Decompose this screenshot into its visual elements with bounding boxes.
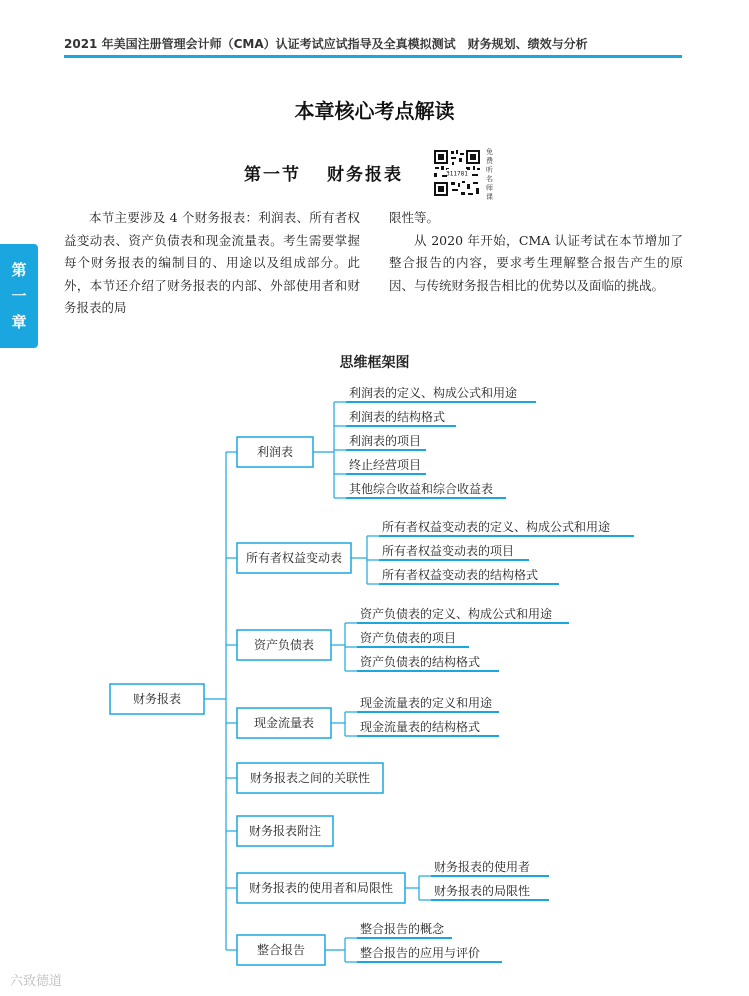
mindmap-leaf-label: 所有者权益变动表的结构格式 xyxy=(382,568,539,582)
mindmap-branch-label: 现金流量表 xyxy=(253,716,315,730)
mindmap-leaf-label: 财务报表的局限性 xyxy=(434,884,531,898)
intro-left-column: 本节主要涉及 4 个财务报表：利润表、所有者权益变动表、资产负债表和现金流量表。考生需要掌握每个财务报表的编制目的、用途以及组成部分。此外，本节还介绍了财务报表的内部、外部使用者和财务报表的局 xyxy=(64,210,360,315)
watermark: 六致德道 xyxy=(10,974,63,989)
mindmap-branch-label: 所有者权益变动表 xyxy=(245,551,343,565)
side-tab-char: 第 xyxy=(11,261,27,279)
mindmap-branch-label: 利润表 xyxy=(256,445,294,459)
mindmap-leaf-label: 利润表的定义、构成公式和用途 xyxy=(349,386,518,400)
intro-right-paragraph: 从 2020 年开始，CMA 认证考试在本节增加了整合报告的内容，要求考生理解整合报告产生的原因、与传统财务报告相比的优势以及面临的挑战。 xyxy=(389,232,683,293)
mindmap-leaf-label: 终止经营项目 xyxy=(349,458,422,472)
mindmap-root-label: 财务报表 xyxy=(132,692,182,706)
qr-caption: 免费听名师课 xyxy=(486,148,493,201)
chapter-title: 本章核心考点解读 xyxy=(294,99,455,123)
mindmap-leaf-label: 现金流量表的定义和用途 xyxy=(360,696,493,710)
mindmap-leaf-label: 其他综合收益和综合收益表 xyxy=(349,482,494,496)
mindmap-leaf-label: 资产负债表的项目 xyxy=(360,631,457,645)
mindmap-leaf-label: 资产负债表的定义、构成公式和用途 xyxy=(360,607,553,621)
mindmap-leaf-label: 整合报告的应用与评价 xyxy=(360,946,481,960)
mindmap-leaf-label: 利润表的结构格式 xyxy=(349,410,446,424)
mindmap-leaf-label: 利润表的项目 xyxy=(349,434,422,448)
mindmap-leaf-label: 财务报表的使用者 xyxy=(434,860,531,874)
mindmap-branch-label: 整合报告 xyxy=(256,943,306,957)
intro-right-continuation: 限性等。 xyxy=(389,210,440,225)
mindmap-leaf-label: 资产负债表的结构格式 xyxy=(360,655,481,669)
qr-code-label: 311781 xyxy=(446,170,468,178)
mindmap-branch-label: 财务报表的使用者和局限性 xyxy=(248,881,394,895)
side-tab-char: 章 xyxy=(11,313,27,331)
mindmap-leaf-label: 整合报告的概念 xyxy=(360,922,445,936)
section-number: 第一节 xyxy=(244,165,301,185)
mindmap-branch-label: 财务报表附注 xyxy=(248,824,322,838)
side-tab-char: 一 xyxy=(11,287,27,305)
mindmap-leaf-label: 所有者权益变动表的项目 xyxy=(382,544,515,558)
mindmap-title: 思维框架图 xyxy=(339,355,410,371)
running-header: 2021 年美国注册管理会计师（CMA）认证考试应试指导及全真模拟测试 财务规划、绩效与分析 xyxy=(64,37,588,51)
mindmap-leaf-label: 现金流量表的结构格式 xyxy=(360,720,481,734)
section-name: 财务报表 xyxy=(327,165,403,185)
mindmap-branch-label: 财务报表之间的关联性 xyxy=(249,771,371,785)
mindmap-branch-label: 资产负债表 xyxy=(253,638,315,652)
mindmap-leaf-label: 所有者权益变动表的定义、构成公式和用途 xyxy=(382,520,611,534)
